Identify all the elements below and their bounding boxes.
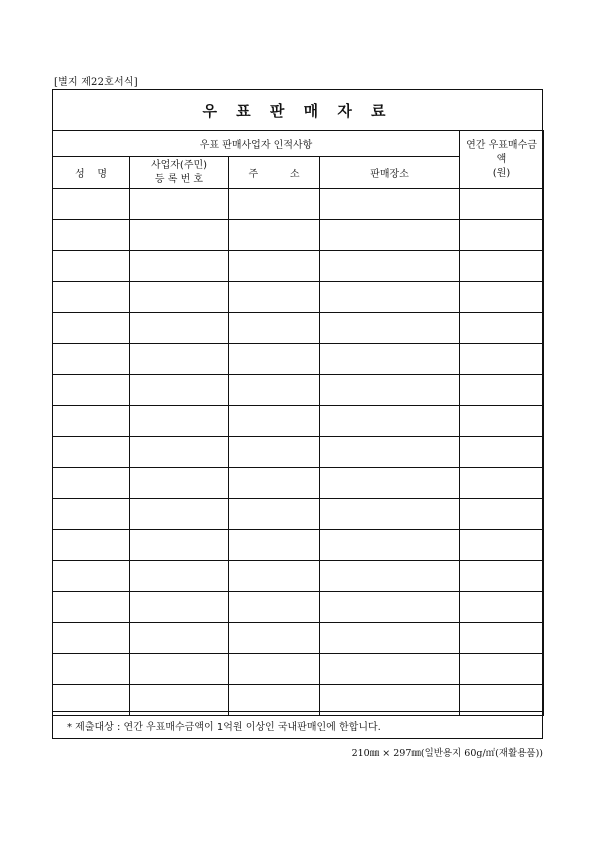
table-row	[53, 623, 544, 654]
table-cell[interactable]	[229, 344, 320, 375]
table-cell[interactable]	[320, 189, 460, 220]
table-cell[interactable]	[130, 437, 229, 468]
table-cell[interactable]	[53, 344, 130, 375]
table-body	[53, 189, 544, 716]
table-cell[interactable]	[53, 499, 130, 530]
table-cell[interactable]	[320, 282, 460, 313]
table-cell[interactable]	[320, 592, 460, 623]
table-cell[interactable]	[53, 313, 130, 344]
table-row	[53, 375, 544, 406]
table-cell[interactable]	[460, 220, 544, 251]
table-cell[interactable]	[320, 251, 460, 282]
table-cell[interactable]	[460, 189, 544, 220]
annual-amount-header-line3: (원)	[492, 167, 511, 179]
table-cell[interactable]	[229, 499, 320, 530]
table-cell[interactable]	[460, 623, 544, 654]
table-cell[interactable]	[320, 499, 460, 530]
table-cell[interactable]	[320, 468, 460, 499]
table-cell[interactable]	[229, 282, 320, 313]
table-cell[interactable]	[320, 406, 460, 437]
footnote: * 제출대상 : 연간 우표매수금액이 1억원 이상인 국내판매인에 한합니다.	[53, 711, 542, 738]
table-cell[interactable]	[460, 561, 544, 592]
table-cell[interactable]	[320, 561, 460, 592]
table-cell[interactable]	[229, 375, 320, 406]
table-cell[interactable]	[460, 468, 544, 499]
col-address-header: 주 소	[229, 157, 320, 189]
table-cell[interactable]	[130, 468, 229, 499]
table-cell[interactable]	[229, 220, 320, 251]
table-cell[interactable]	[460, 499, 544, 530]
table-cell[interactable]	[130, 189, 229, 220]
table-row	[53, 561, 544, 592]
table-cell[interactable]	[53, 189, 130, 220]
form-frame	[52, 89, 543, 739]
col-name-header: 성 명	[53, 157, 130, 189]
table-cell[interactable]	[53, 220, 130, 251]
group-header: 우표 판매사업자 인적사항	[53, 131, 460, 157]
table-cell[interactable]	[229, 437, 320, 468]
table-row	[53, 499, 544, 530]
table-cell[interactable]	[460, 406, 544, 437]
table-cell[interactable]	[320, 654, 460, 685]
table-cell[interactable]	[229, 592, 320, 623]
table-cell[interactable]	[460, 375, 544, 406]
table-cell[interactable]	[130, 654, 229, 685]
table-cell[interactable]	[130, 406, 229, 437]
table-cell[interactable]	[460, 251, 544, 282]
table-cell[interactable]	[53, 251, 130, 282]
table-row	[53, 189, 544, 220]
paper-spec: 210㎜ × 297㎜(일반용지 60g/㎡(재활용품))	[351, 748, 543, 759]
table-cell[interactable]	[53, 530, 130, 561]
table-cell[interactable]	[460, 592, 544, 623]
table-cell[interactable]	[130, 623, 229, 654]
table-cell[interactable]	[229, 530, 320, 561]
table-cell[interactable]	[130, 313, 229, 344]
table-cell[interactable]	[130, 282, 229, 313]
table-cell[interactable]	[229, 468, 320, 499]
table-cell[interactable]	[320, 313, 460, 344]
table-cell[interactable]	[229, 251, 320, 282]
table-cell[interactable]	[460, 344, 544, 375]
table-cell[interactable]	[130, 220, 229, 251]
annual-amount-header-line1: 연간 우표매수금	[466, 139, 537, 151]
col-regno-header-line2: 등 록 번 호	[154, 173, 204, 185]
table-cell[interactable]	[130, 561, 229, 592]
table-row	[53, 251, 544, 282]
table-cell[interactable]	[53, 375, 130, 406]
table-row	[53, 468, 544, 499]
table-row	[53, 437, 544, 468]
table-cell[interactable]	[320, 375, 460, 406]
table-cell[interactable]	[320, 344, 460, 375]
table-cell[interactable]	[460, 530, 544, 561]
table-cell[interactable]	[460, 437, 544, 468]
table-cell[interactable]	[130, 375, 229, 406]
table-row	[53, 654, 544, 685]
col-regno-header-line1: 사업자(주민)	[150, 159, 208, 171]
table-cell[interactable]	[320, 623, 460, 654]
table-cell[interactable]	[229, 561, 320, 592]
table-cell[interactable]	[229, 313, 320, 344]
table-cell[interactable]	[229, 654, 320, 685]
table-cell[interactable]	[53, 282, 130, 313]
table-cell[interactable]	[320, 220, 460, 251]
table-cell[interactable]	[130, 499, 229, 530]
table-cell[interactable]	[460, 313, 544, 344]
table-cell[interactable]	[130, 251, 229, 282]
table-cell[interactable]	[229, 623, 320, 654]
table-cell[interactable]	[53, 406, 130, 437]
table-cell[interactable]	[460, 654, 544, 685]
annual-amount-header-line2: 액	[496, 153, 507, 165]
table-cell[interactable]	[320, 530, 460, 561]
table-cell[interactable]	[130, 344, 229, 375]
table-cell[interactable]	[229, 406, 320, 437]
table-cell[interactable]	[130, 592, 229, 623]
table-row	[53, 220, 544, 251]
table-row	[53, 530, 544, 561]
table-row	[53, 282, 544, 313]
sales-table	[52, 130, 544, 716]
table-cell[interactable]	[53, 592, 130, 623]
table-cell[interactable]	[229, 189, 320, 220]
col-regno-header	[130, 157, 229, 189]
table-cell[interactable]	[53, 561, 130, 592]
table-cell[interactable]	[53, 623, 130, 654]
table-cell[interactable]	[320, 437, 460, 468]
table-row	[53, 592, 544, 623]
table-row	[53, 406, 544, 437]
table-cell[interactable]	[53, 437, 130, 468]
table-cell[interactable]	[460, 282, 544, 313]
col-place-header: 판매장소	[320, 157, 460, 189]
annual-amount-header	[460, 131, 544, 189]
table-cell[interactable]	[53, 468, 130, 499]
table-cell[interactable]	[53, 654, 130, 685]
form-title: 우 표 판 매 자 료	[53, 90, 542, 131]
form-label: [별지 제22호서식]	[54, 77, 138, 88]
table-row	[53, 344, 544, 375]
table-row	[53, 313, 544, 344]
table-cell[interactable]	[130, 530, 229, 561]
